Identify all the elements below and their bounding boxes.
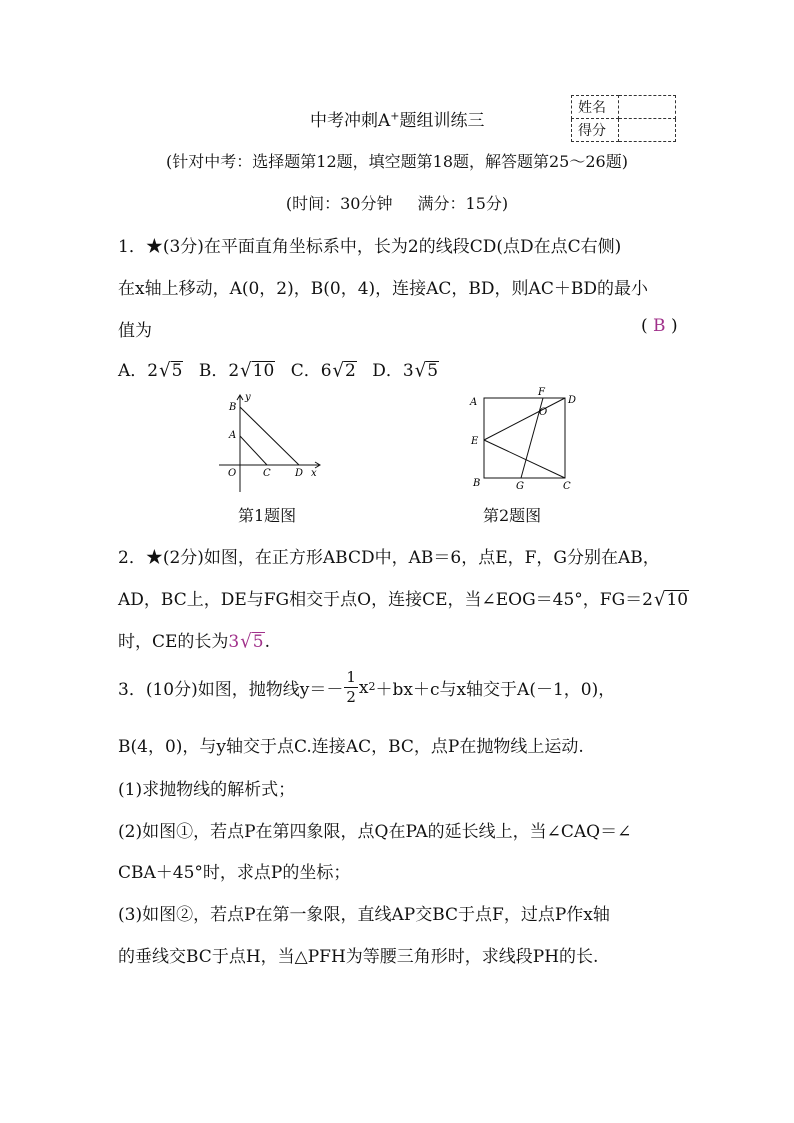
q2-line-1: 2．★(2分)如图，在正方形ABCD中，AB＝6，点E，F，G分别在AB， bbox=[118, 548, 660, 568]
option-c[interactable]: C．6√2 bbox=[290, 359, 356, 382]
subtitle: (针对中考：选择题第12题，填空题第18题，解答题第25～26题) bbox=[166, 152, 628, 171]
label-a: A bbox=[470, 397, 478, 408]
label-b: B bbox=[229, 402, 237, 413]
sqrt-symbol: √5 bbox=[240, 630, 264, 653]
q3-line-2: B(4，0)，与y轴交于点C.连接AC，BC，点P在抛物线上运动. bbox=[118, 737, 584, 757]
sqrt-symbol: √5 bbox=[414, 359, 439, 382]
label-b: B bbox=[473, 478, 481, 489]
sqrt-symbol: √10 bbox=[654, 588, 689, 611]
figure-2-caption: 第2题图 bbox=[483, 506, 542, 525]
label-o: O bbox=[539, 407, 548, 418]
label-c: C bbox=[263, 468, 271, 479]
sqrt-symbol: √5 bbox=[159, 359, 183, 382]
q1-line-3: 值为 bbox=[118, 321, 152, 341]
page-title: 中考冲刺A+题组训练三 bbox=[310, 109, 485, 131]
q1-options bbox=[118, 356, 439, 381]
q3-part-3-line-2: 的垂线交BC于点H，当△PFH为等腰三角形时，求线段PH的长. bbox=[118, 947, 599, 967]
q3-part-1: (1)求抛物线的解析式； bbox=[118, 780, 296, 800]
segment-ac bbox=[240, 436, 267, 465]
option-d[interactable]: D．3√5 bbox=[372, 359, 439, 382]
segment-bd bbox=[240, 407, 299, 465]
sqrt-symbol: √2 bbox=[332, 359, 356, 382]
label-o: O bbox=[228, 468, 237, 479]
name-field[interactable] bbox=[619, 96, 676, 119]
label-a: A bbox=[229, 430, 237, 441]
figure-1-caption: 第1题图 bbox=[238, 506, 297, 525]
name-label: 姓名 bbox=[572, 96, 619, 119]
fraction-half: $\frac{1}{2}$ bbox=[346, 668, 356, 706]
q1-line-1: 1．★(3分)在平面直角坐标系中，长为2的线段CD(点D在点C右侧) bbox=[118, 237, 622, 257]
score-box bbox=[571, 95, 676, 142]
score-label: 得分 bbox=[572, 119, 619, 142]
label-y: y bbox=[245, 392, 251, 403]
label-e: E bbox=[471, 436, 479, 447]
sqrt-symbol: √10 bbox=[240, 359, 275, 382]
label-g: G bbox=[516, 481, 524, 492]
q3-part-2-line-2: CBA＋45°时，求点P的坐标； bbox=[118, 863, 351, 883]
q3-part-3-line-1: (3)如图②，若点P在第一象限，直线AP交BC于点F，过点P作x轴 bbox=[118, 905, 610, 925]
label-d: D bbox=[568, 395, 577, 406]
q2-line-3: 时，CE的长为3√5. bbox=[118, 630, 270, 653]
figure-2 bbox=[465, 382, 585, 494]
label-c: C bbox=[563, 481, 571, 492]
option-b[interactable]: B．2√10 bbox=[198, 359, 275, 382]
label-f: F bbox=[538, 387, 545, 398]
label-d: D bbox=[295, 468, 304, 479]
time-info: (时间：30分钟 满分：15分) bbox=[285, 194, 509, 213]
segment-de bbox=[484, 398, 565, 440]
q1-answer: B bbox=[653, 316, 666, 336]
score-field[interactable] bbox=[619, 119, 676, 142]
q3-part-2-line-1: (2)如图①，若点P在第四象限，点Q在PA的延长线上，当∠CAQ＝∠ bbox=[118, 822, 632, 842]
q2-answer: 3√5 bbox=[228, 630, 264, 653]
q2-line-2: AD，BC上，DE与FG相交于点O，连接CE，当∠EOG＝45°，FG＝2√10 bbox=[118, 588, 689, 611]
option-a[interactable]: A．2√5 bbox=[118, 359, 183, 382]
q3-line-1: 3．(10分)如图，抛物线y＝－ $\frac{1}{2}$ x 2 ＋bx＋c与x轴交于A(－1，0)， bbox=[118, 668, 616, 706]
segment-ec bbox=[484, 440, 565, 478]
label-x: x bbox=[311, 468, 317, 479]
q1-line-2: 在x轴上移动，A(0，2)，B(0，4)，连接AC，BD，则AC＋BD的最小 bbox=[118, 279, 648, 299]
figure-1 bbox=[215, 390, 335, 494]
q1-answer-bracket: ( B ) bbox=[641, 316, 678, 336]
